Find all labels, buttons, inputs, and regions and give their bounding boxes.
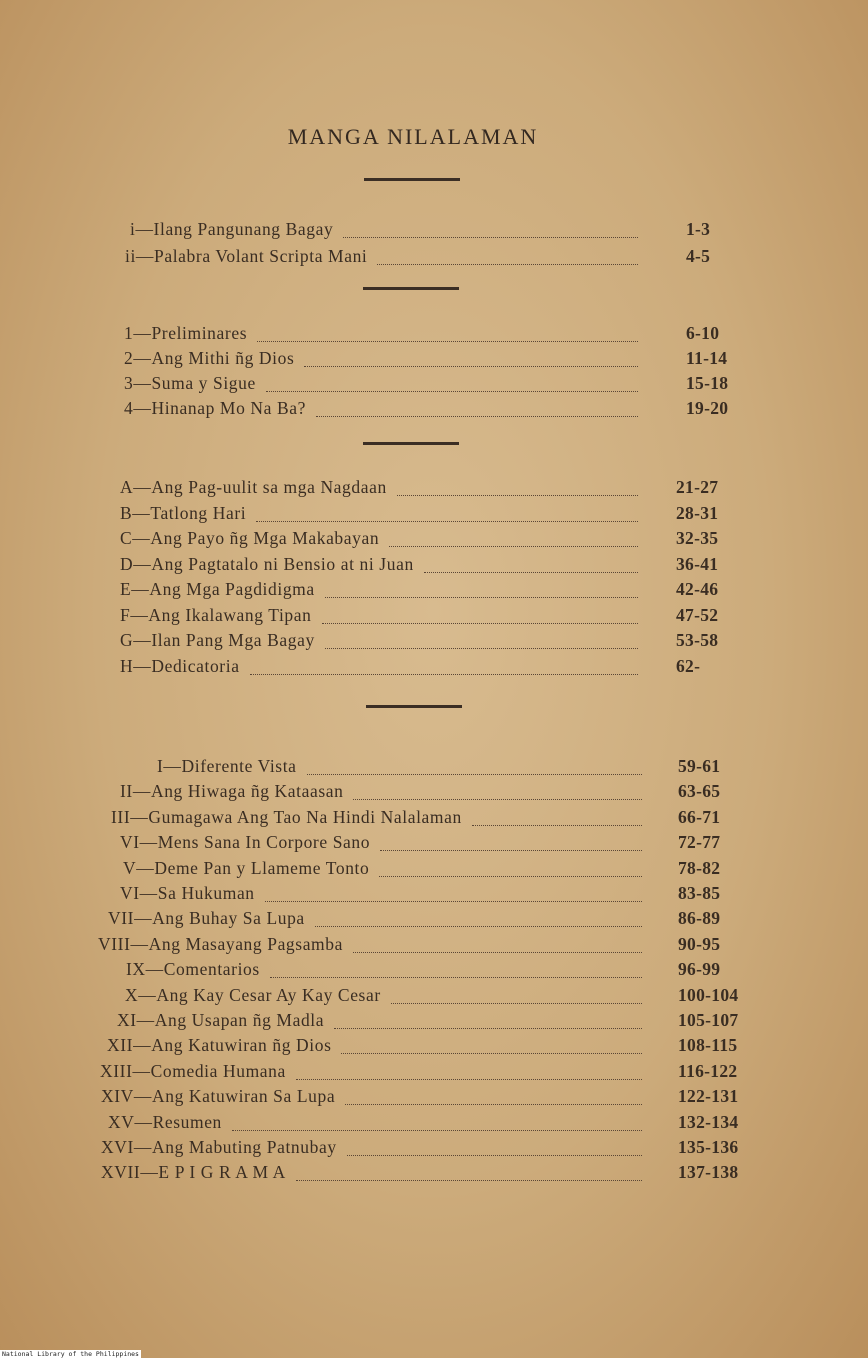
toc-entry-title: IX—Comentarios <box>126 959 260 980</box>
toc-entry <box>130 219 646 243</box>
toc-entry-title: VII—Ang Buhay Sa Lupa <box>108 908 305 929</box>
toc-entry-page: 135-136 <box>678 1137 739 1157</box>
dot-leader <box>341 1052 642 1054</box>
toc-entry-title: B—Tatlong Hari <box>120 502 247 523</box>
dot-leader <box>353 798 642 800</box>
dot-leader <box>343 236 638 238</box>
toc-entry <box>108 1112 650 1136</box>
dot-leader <box>250 673 638 675</box>
toc-entry-title: F—Ang Ikalawang Tipan <box>120 604 312 625</box>
toc-entry-page: 11-14 <box>686 348 728 368</box>
divider <box>366 705 462 708</box>
toc-entry-page: 72-77 <box>678 832 721 853</box>
dot-leader <box>347 1154 642 1156</box>
dot-leader <box>296 1078 642 1080</box>
dot-leader <box>424 571 638 573</box>
dot-leader <box>397 494 638 496</box>
toc-entry <box>120 579 646 603</box>
toc-entry <box>98 934 650 958</box>
toc-entry <box>101 1137 650 1161</box>
dot-leader <box>380 849 642 851</box>
toc-entry-title: XII—Ang Katuwiran ñg Dios <box>107 1035 332 1056</box>
toc-entry-page: 108-115 <box>678 1035 738 1056</box>
toc-entry-title: XVII—E P I G R A M A <box>101 1162 286 1183</box>
toc-entry-title: III—Gumagawa Ang Tao Na Hindi Nalalaman <box>111 806 462 827</box>
dot-leader <box>296 1179 642 1181</box>
page-title: MANGA NILALAMAN <box>287 124 539 149</box>
toc-entry <box>100 1061 650 1085</box>
toc-entry-title: VI—Sa Hukuman <box>120 883 255 903</box>
divider <box>364 178 460 181</box>
toc-entry-title: 1—Preliminares <box>124 323 248 343</box>
toc-entry-page: 90-95 <box>678 933 721 954</box>
toc-entry-title: ii—Palabra Volant Scripta Mani <box>125 246 368 266</box>
toc-entry <box>120 883 650 907</box>
toc-entry-title: 2—Ang Mithi ñg Dios <box>124 348 295 368</box>
toc-entry <box>123 858 650 882</box>
toc-entry-page: 96-99 <box>678 959 721 980</box>
toc-entry <box>120 554 646 578</box>
dot-leader <box>325 647 638 649</box>
toc-entry-title: H—Dedicatoria <box>120 655 240 676</box>
toc-entry-page: 53-58 <box>676 630 719 650</box>
toc-entry-page: 100-104 <box>678 984 739 1005</box>
dot-leader <box>389 545 638 547</box>
toc-entry-page: 47-52 <box>676 604 719 625</box>
toc-entry <box>125 246 646 270</box>
dot-leader <box>257 340 638 342</box>
divider <box>363 442 459 445</box>
toc-entry <box>111 807 650 831</box>
dot-leader <box>307 773 642 775</box>
toc-entry <box>120 656 646 680</box>
dot-leader <box>325 596 638 598</box>
dot-leader <box>472 824 642 826</box>
toc-entry-page: 83-85 <box>678 883 721 903</box>
dot-leader <box>379 875 642 877</box>
toc-entry-title: E—Ang Mga Pagdidigma <box>120 579 315 599</box>
toc-entry-page: 59-61 <box>678 756 721 776</box>
toc-entry <box>120 605 646 629</box>
toc-entry-title: X—Ang Kay Cesar Ay Kay Cesar <box>125 984 381 1005</box>
toc-entry-title: XVI—Ang Mabuting Patnubay <box>101 1137 337 1157</box>
toc-entry-page: 122-131 <box>678 1086 739 1107</box>
toc-entry-title: XI—Ang Usapan ñg Madla <box>117 1010 325 1030</box>
toc-entry-page: 21-27 <box>676 477 719 497</box>
toc-entry <box>157 756 650 780</box>
divider <box>363 287 459 290</box>
toc-entry-title: D—Ang Pagtatalo ni Bensio at ni Juan <box>120 553 414 574</box>
toc-entry-page: 1-3 <box>686 219 711 239</box>
toc-entry-page: 116-122 <box>678 1060 738 1081</box>
dot-leader <box>353 951 642 953</box>
toc-entry-title: 4—Hinanap Mo Na Ba? <box>124 398 306 418</box>
dot-leader <box>256 520 638 522</box>
toc-entry <box>120 503 646 527</box>
toc-entry-page: 86-89 <box>678 908 721 929</box>
toc-entry-title: XIV—Ang Katuwiran Sa Lupa <box>101 1086 336 1107</box>
toc-entry <box>120 477 646 501</box>
toc-entry-page: 42-46 <box>676 579 719 599</box>
toc-entry <box>124 398 646 422</box>
toc-entry-page: 62- <box>676 655 701 676</box>
dot-leader <box>265 900 642 902</box>
toc-entry-title: XV—Resumen <box>108 1111 222 1132</box>
dot-leader <box>316 415 638 417</box>
toc-entry-page: 66-71 <box>678 806 721 827</box>
toc-entry-page: 132-134 <box>678 1111 739 1132</box>
toc-entry-title: I—Diferente Vista <box>157 756 297 776</box>
toc-entry-title: V—Deme Pan y Llameme Tonto <box>123 857 370 878</box>
dot-leader <box>345 1103 642 1105</box>
toc-entry <box>101 1086 650 1110</box>
toc-entry <box>120 528 646 552</box>
toc-entry-page: 15-18 <box>686 373 729 393</box>
toc-entry <box>120 781 650 805</box>
toc-entry-title: G—Ilan Pang Mga Bagay <box>120 630 315 650</box>
toc-entry-title: C—Ang Payo ñg Mga Makabayan <box>120 528 380 548</box>
toc-entry <box>124 373 646 397</box>
toc-entry-page: 78-82 <box>678 857 721 878</box>
toc-entry <box>120 630 646 654</box>
toc-entry <box>107 1035 650 1059</box>
toc-entry-title: i—Ilang Pangunang Bagay <box>130 219 334 239</box>
toc-entry <box>117 1010 650 1034</box>
dot-leader <box>232 1129 642 1131</box>
toc-entry-page: 137-138 <box>678 1162 739 1183</box>
toc-entry-title: II—Ang Hiwaga ñg Kataasan <box>120 781 344 802</box>
dot-leader <box>334 1027 642 1029</box>
dot-leader <box>304 365 638 367</box>
toc-entry <box>125 985 650 1009</box>
dot-leader <box>391 1002 642 1004</box>
dot-leader <box>322 622 639 624</box>
toc-entry-title: VIII—Ang Masayang Pagsamba <box>98 933 343 954</box>
toc-entry <box>108 908 650 932</box>
dot-leader <box>266 390 638 392</box>
toc-entry-page: 63-65 <box>678 781 721 802</box>
toc-entry <box>124 348 646 372</box>
dot-leader <box>270 976 642 978</box>
toc-entry <box>126 959 650 983</box>
toc-entry-page: 4-5 <box>686 246 711 266</box>
toc-entry-page: 28-31 <box>676 502 719 523</box>
dot-leader <box>377 263 638 265</box>
toc-entry-title: XIII—Comedia Humana <box>100 1060 286 1081</box>
toc-entry-title: 3—Suma y Sigue <box>124 373 256 393</box>
toc-entry-page: 6-10 <box>686 323 720 343</box>
dot-leader <box>315 925 642 927</box>
toc-entry-page: 19-20 <box>686 398 729 418</box>
toc-entry-title: VI—Mens Sana In Corpore Sano <box>120 832 371 853</box>
toc-entry-title: A—Ang Pag-uulit sa mga Nagdaan <box>120 477 387 497</box>
library-credit: National Library of the Philippines <box>2 1350 139 1358</box>
toc-entry <box>101 1162 650 1186</box>
toc-entry-page: 32-35 <box>676 528 719 548</box>
toc-entry-page: 105-107 <box>678 1010 739 1030</box>
toc-entry <box>124 323 646 347</box>
toc-entry <box>120 832 650 856</box>
toc-entry-page: 36-41 <box>676 553 719 574</box>
